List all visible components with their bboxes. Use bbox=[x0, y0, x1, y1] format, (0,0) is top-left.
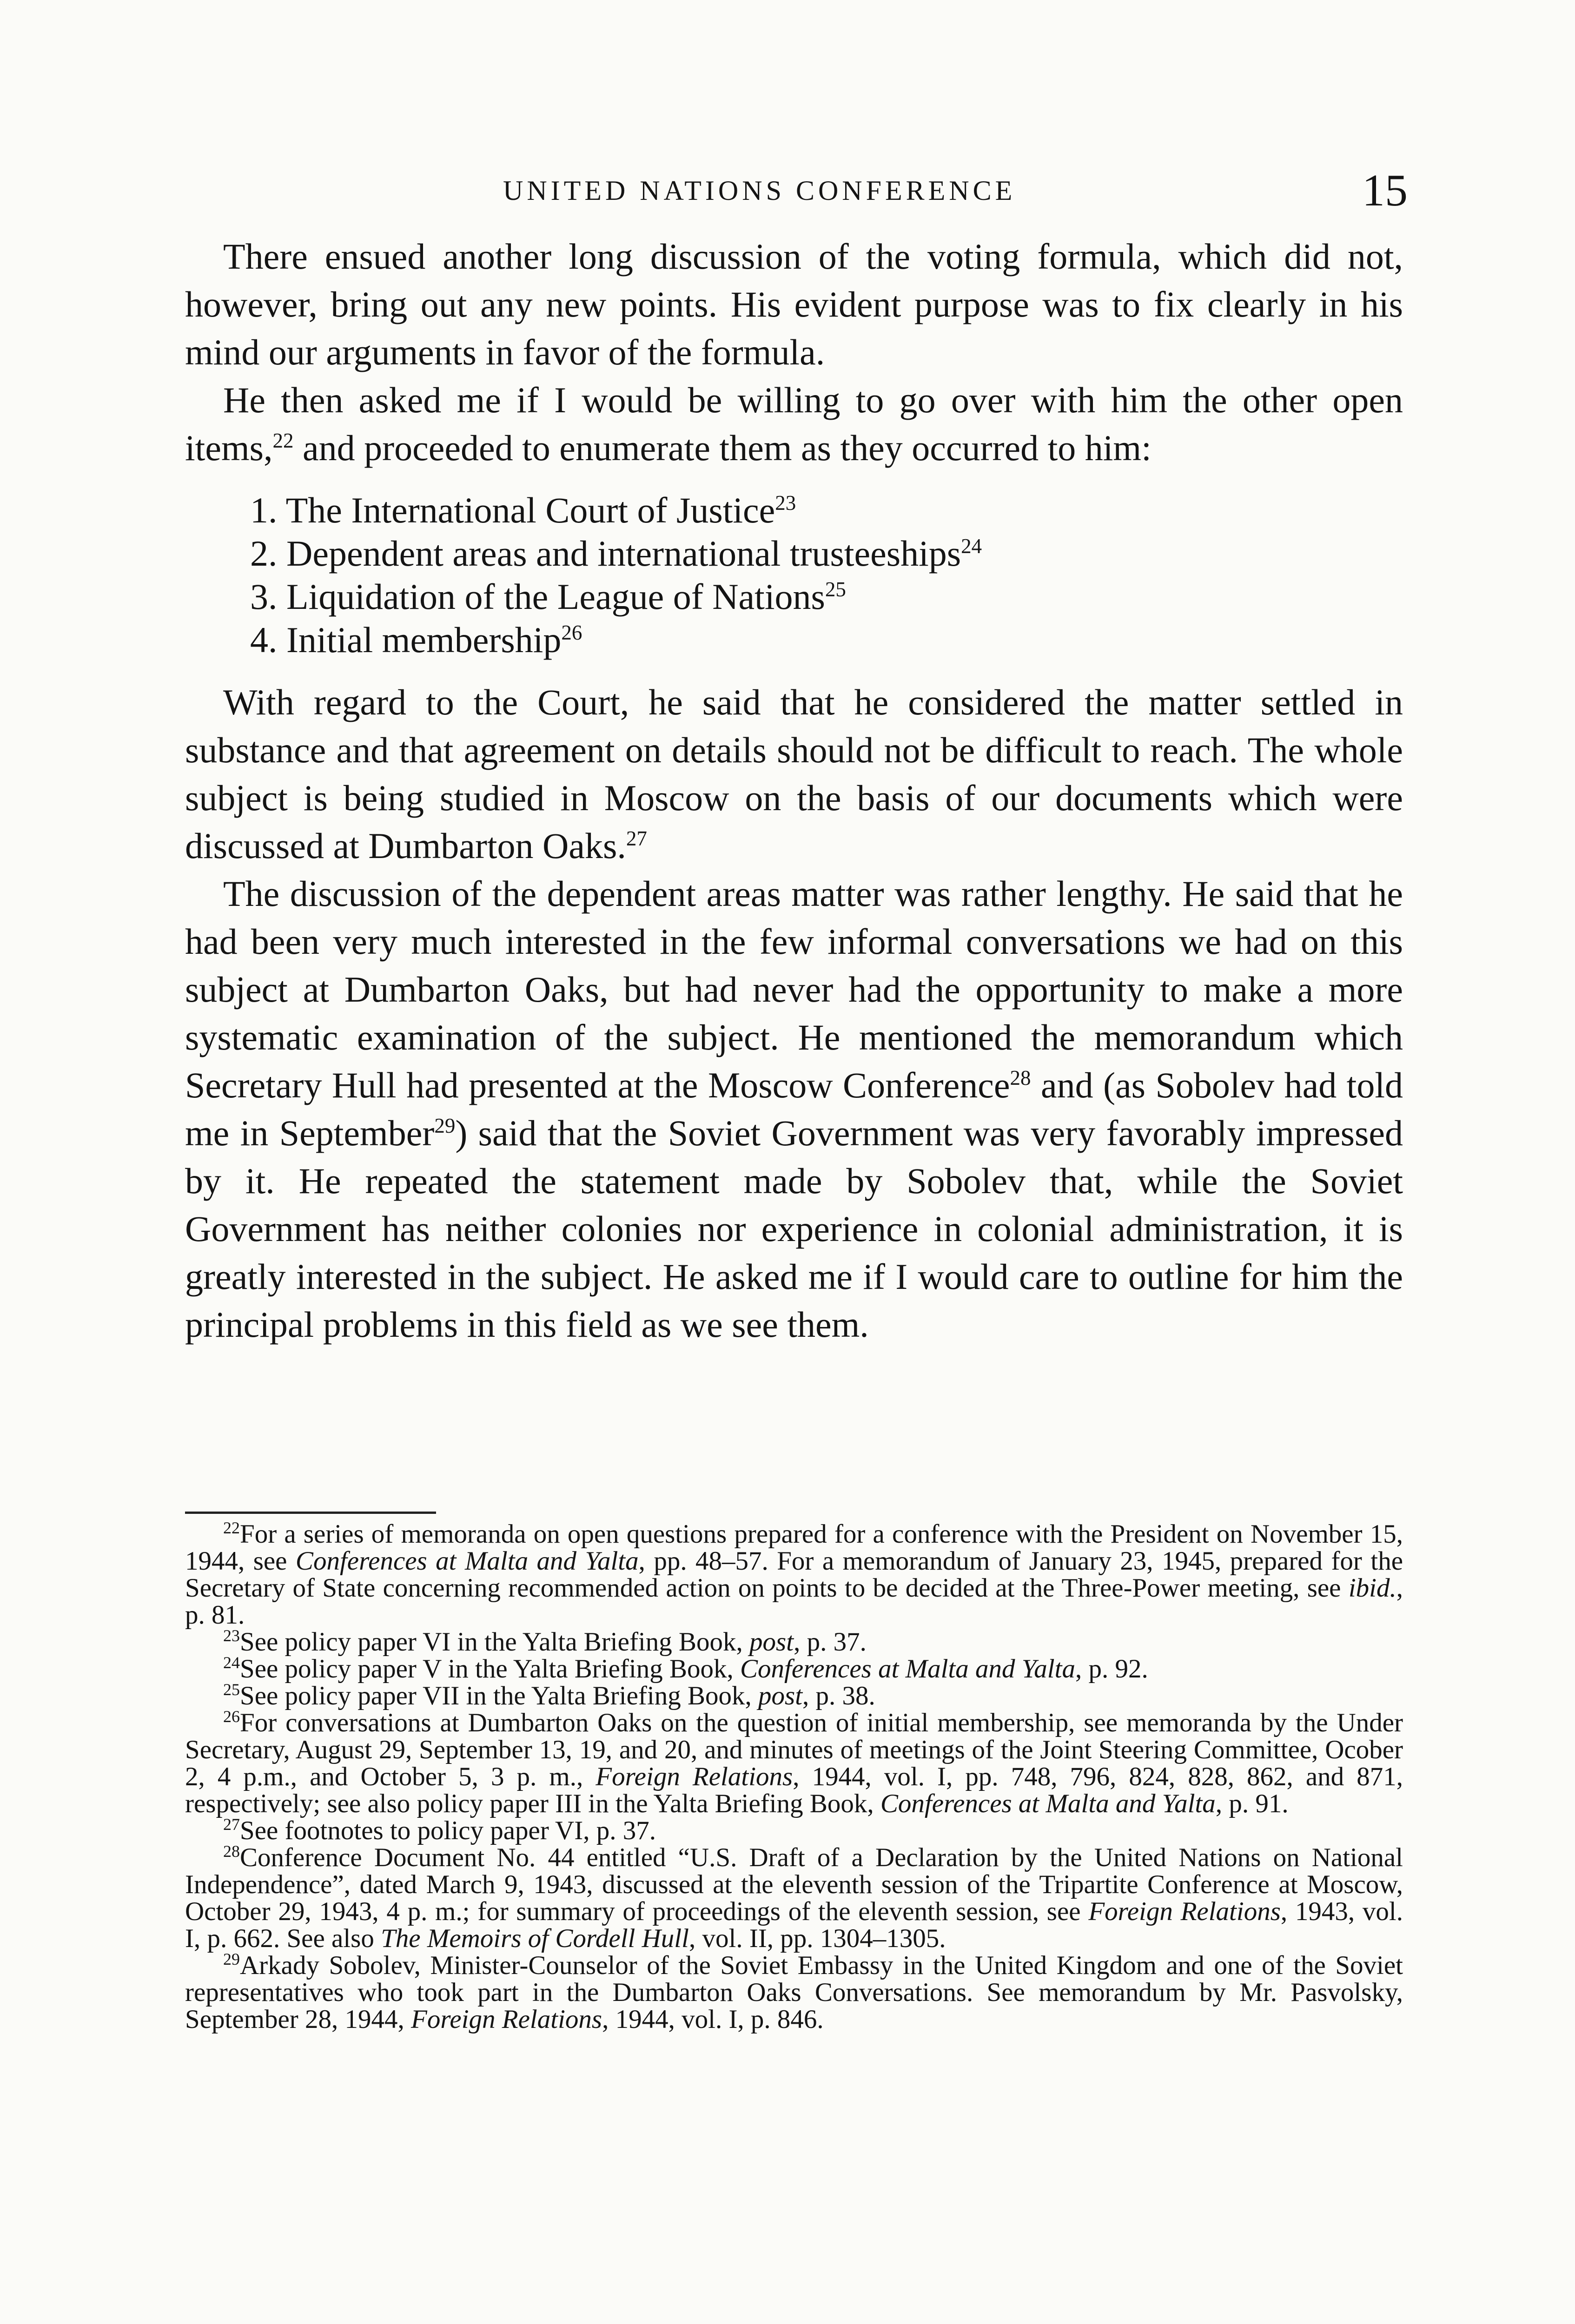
page-number: 15 bbox=[1362, 165, 1408, 216]
text-run: With regard to the Court, he said that he considered the matter settled in substance and that agreement on details should not be difficult to reach. The whole subject is being studied in Moscow on the basis of our documents which were discussed at Dumbarton Oaks. bbox=[185, 682, 1403, 866]
list-item bbox=[250, 575, 1403, 618]
text-run: See policy paper VI in the Yalta Briefing Book, bbox=[240, 1627, 750, 1657]
italic-title: The Memoirs of Cordell Hull bbox=[381, 1924, 689, 1953]
italic-title: post bbox=[749, 1627, 794, 1657]
footnote-number: 27 bbox=[223, 1815, 240, 1834]
footnote-number: 22 bbox=[223, 1519, 240, 1537]
italic-title: Foreign Relations bbox=[411, 2005, 602, 2034]
footnote-number: 23 bbox=[223, 1626, 240, 1645]
text-run: , p. 91. bbox=[1215, 1789, 1289, 1818]
paragraph: There ensued another long discussion of the voting formula, which did not, however, bring out any new points. His evident purpose was to fix clearly in his mind our arguments in favor of the formula. bbox=[185, 236, 1403, 372]
footnote-ref: 29 bbox=[434, 1114, 456, 1137]
footnote-22 bbox=[185, 1521, 1403, 1629]
text-run: See footnotes to policy paper VI, p. 37. bbox=[240, 1816, 656, 1845]
footnote-ref: 28 bbox=[1010, 1066, 1031, 1089]
text-run: , p. 81. bbox=[185, 1573, 1403, 1630]
text-run: , 1943, vol. I, p. 662. See also bbox=[185, 1897, 1403, 1953]
open-items-list bbox=[185, 489, 1403, 661]
list-item bbox=[250, 489, 1403, 532]
footnote-24 bbox=[185, 1653, 1403, 1684]
italic-title: Foreign Relations bbox=[596, 1762, 793, 1791]
footnote-ref: 25 bbox=[825, 578, 846, 601]
list-item-text: 4. Initial membership bbox=[250, 620, 562, 660]
footnote-rule bbox=[185, 1512, 436, 1514]
list-item bbox=[250, 618, 1403, 661]
footnote-ref: 27 bbox=[626, 827, 647, 850]
text-run: and proceeded to enumerate them as they occurred to him: bbox=[293, 428, 1151, 468]
text-run: , pp. 48–57. For a memorandum of January 23, 1945, prepared for the Secretary of State concerning recommended action on points to be decided at the Three-Power meeting, see bbox=[185, 1546, 1403, 1603]
text-run: For a series of memoranda on open questions prepared for a conference with the President on November 15, 1944, see bbox=[185, 1519, 1403, 1576]
italic-title: Conferences at Malta and Yalta bbox=[295, 1546, 639, 1576]
footnote-29 bbox=[185, 1952, 1403, 2033]
list-item-text: 1. The International Court of Justice bbox=[250, 490, 775, 530]
italic-title: Conferences at Malta and Yalta bbox=[880, 1789, 1216, 1818]
text-run: See policy paper V in the Yalta Briefing Book, bbox=[240, 1654, 741, 1684]
footnote-number: 28 bbox=[223, 1842, 240, 1861]
italic-title: ibid. bbox=[1348, 1573, 1396, 1603]
footnote-number: 26 bbox=[223, 1707, 240, 1726]
text-run: and (as Sobolev had told me in September bbox=[185, 1065, 1403, 1153]
text-run: , 1944, vol. I, p. 846. bbox=[602, 2005, 824, 2034]
footnote-26 bbox=[185, 1707, 1403, 1818]
footnote-23 bbox=[185, 1626, 1403, 1657]
footnotes bbox=[185, 1521, 1403, 2033]
running-head bbox=[0, 165, 1575, 216]
footnote-number: 24 bbox=[223, 1653, 240, 1672]
footnote-number: 29 bbox=[223, 1950, 240, 1968]
paragraph bbox=[185, 678, 1403, 870]
text-run: Conference Document No. 44 entitled “U.S. Draft of a Declaration by the United Nations on National Independence”, dated March 9, 1943, discussed at the eleventh session of the Tripartite Conference at Moscow, October 29, 1943, 4 p. m.; for summary of proceedings of the eleventh session, see bbox=[185, 1843, 1403, 1926]
italic-title: Conferences at Malta and Yalta bbox=[740, 1654, 1075, 1684]
text-run: The discussion of the dependent areas matter was rather lengthy. He said that he had been very much interested in the few informal conversations we had on this subject at Dumbarton Oaks, but had never had the opportunity to make a more systematic examination of the subject. He mentioned the memorandum which Secretary Hull had presented at the Moscow Conference bbox=[185, 873, 1403, 1105]
text-run: , 1944, vol. I, pp. 748, 796, 824, 828, 862, and 871, respectively; see also policy paper III in the Yalta Briefing Book, bbox=[185, 1762, 1403, 1818]
text-run: , p. 92. bbox=[1075, 1654, 1148, 1684]
footnote-27 bbox=[185, 1817, 1403, 1844]
list-item bbox=[250, 532, 1403, 575]
footnote-ref: 22 bbox=[272, 429, 294, 452]
text-run: See policy paper VII in the Yalta Briefing Book, bbox=[240, 1681, 759, 1710]
footnote-25 bbox=[185, 1680, 1403, 1710]
footnote-ref: 24 bbox=[961, 535, 982, 558]
text-run: , vol. II, pp. 1304–1305. bbox=[689, 1924, 946, 1953]
footnote-number: 25 bbox=[223, 1680, 240, 1699]
footnote-ref: 26 bbox=[561, 621, 582, 644]
text-run: He then asked me if I would be willing to go over with him the other open items, bbox=[185, 380, 1403, 468]
list-item-text: 2. Dependent areas and international trusteeships bbox=[250, 533, 961, 574]
paragraph bbox=[185, 870, 1403, 1348]
italic-title: Foreign Relations bbox=[1088, 1897, 1281, 1926]
text-run: ) said that the Soviet Government was very favorably impressed by it. He repeated the statement made by Sobolev that, while the Soviet Government has neither colonies nor experience in colonial administration, it is greatly interested in the subject. He asked me if I would care to outline for him the principal problems in this field as we see them. bbox=[185, 1113, 1403, 1345]
text-run: For conversations at Dumbarton Oaks on the question of initial membership, see memoranda by the Under Secretary, August 29, September 13, 19, and 20, and minutes of meetings of the Joint Steering Committee, Ocober 2, 4 p.m., and October 5, 3 p. m., bbox=[185, 1708, 1403, 1791]
paragraph bbox=[185, 376, 1403, 472]
running-title: UNITED NATIONS CONFERENCE bbox=[503, 175, 1016, 206]
text-run: Arkady Sobolev, Minister-Counselor of the Soviet Embassy in the United Kingdom and one of the Soviet representatives who took part in the Dumbarton Oaks Conversations. See memorandum by Mr. Pasvolsky, September 28, 1944, bbox=[185, 1951, 1403, 2034]
main-text bbox=[185, 232, 1403, 1348]
footnote-ref: 23 bbox=[775, 491, 796, 515]
list-item-text: 3. Liquidation of the League of Nations bbox=[250, 576, 825, 617]
footnote-28 bbox=[185, 1844, 1403, 1952]
italic-title: post bbox=[758, 1681, 803, 1710]
text-run: , p. 38. bbox=[802, 1681, 875, 1710]
text-run: , p. 37. bbox=[794, 1627, 867, 1657]
